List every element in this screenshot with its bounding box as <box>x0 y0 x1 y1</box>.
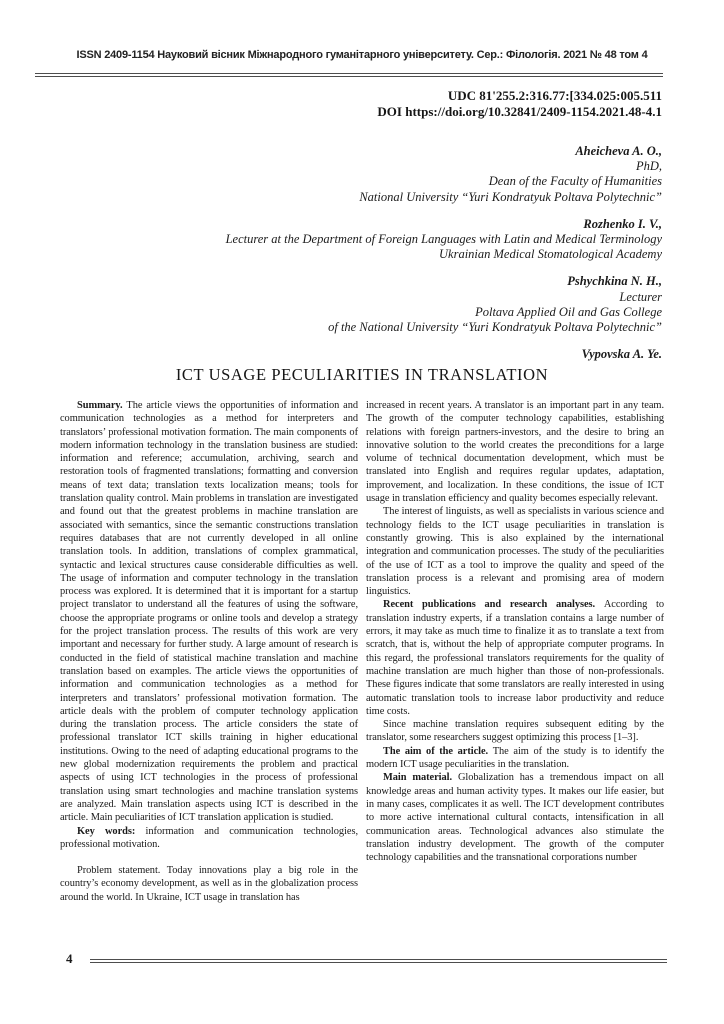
paragraph-lead: Main material. <box>383 772 458 784</box>
article-meta <box>377 88 662 120</box>
author-affiliation-line: Lecturer <box>619 289 662 304</box>
author-affiliation-line: PhD, <box>635 159 662 174</box>
author-name: Pshychkina N. H., <box>567 274 662 289</box>
author-affiliation-line: Lecturer at the Department of Foreign Languages with Latin and Medical Terminology <box>225 232 662 247</box>
text-column-right <box>366 399 664 947</box>
author-block <box>226 144 662 205</box>
author-affiliation-line: of the National University “Yuri Kondratyuk Poltava Polytechnic” <box>328 320 662 335</box>
author-affiliation-line: Dean of the Faculty of Humanities <box>488 174 662 189</box>
author-affiliation-line: National University “Yuri Kondratyuk Poltava Polytechnic” <box>359 189 662 204</box>
authors-section <box>226 144 662 374</box>
doi-line: DOI https://doi.org/10.32841/2409-1154.2021.48-4.1 <box>377 104 662 119</box>
paragraph: The interest of linguists, as well as specialists in various science and technology fields to the ICT usage peculiarities in translation is constantly growing. This is also explained by the international integration and communication processes. The study of the peculiarities of the use of ICT as a tool to improve the quality and speed of the translation process is a relevant and promising area of modern linguistics. <box>366 506 664 598</box>
author-name: Vypovska A. Ye. <box>581 347 662 362</box>
author-affiliation-line: Poltava Applied Oil and Gas College <box>475 304 662 319</box>
text-column-left <box>60 399 358 947</box>
author-block <box>226 274 662 335</box>
paragraph-lead: The aim of the article. <box>383 745 493 757</box>
paragraph-lead: Summary. <box>77 400 127 411</box>
paragraph: Key words: information and communication technologies, professional motivation. <box>60 825 358 850</box>
paragraph: Problem statement. Today innovations play a big role in the country’s economy development, as well as in the globalization process around the world. In Ukraine, ICT usage in translation has <box>60 865 358 903</box>
header-rule <box>35 73 663 77</box>
paragraph: increased in recent years. A translator is an important part in any team. The growth of the computer technology capabilities, establishing relations with foreign partners-investors, and the desire to bring an innovative solution to the world creates the preconditions for a large volume of technical documentation development, which must be translated into English and requires regular updates, adaptation, improvement, and localization. In these conditions, the issue of ICT usage in translation efficiency and quality becomes especially relevant. <box>366 400 664 505</box>
article-title: ICT USAGE PECULIARITIES IN TRANSLATION <box>175 365 549 384</box>
paragraph-lead: Recent publications and research analyses. <box>383 599 604 611</box>
paragraph: Since machine translation requires subsequent editing by the translator, some researchers suggest optimizing this process [1–3]. <box>366 719 664 744</box>
author-name: Rozhenko I. V., <box>583 216 662 231</box>
paragraph: The aim of the article. The aim of the study is to identify the modern ICT usage peculiarities in the translation. <box>366 745 664 771</box>
paragraph-lead: Key words: <box>77 825 146 837</box>
article-body <box>60 399 664 947</box>
author-affiliation-line: Ukrainian Medical Stomatological Academy <box>439 247 662 262</box>
paragraph: Recent publications and research analyses. According to translation industry experts, if a translation contains a large number of errors, it may take as much time to finalize it as to translate a text from scratch, that is, without the help of appropriate computer programs. In this regard, the professional translators requirements for the quality of machine translation are much higher than those of non-professionals. These figures indicate that some translators are really interested in using automatic translation tools to increase labor productivity and reduce time costs. <box>366 599 664 717</box>
running-head: ISSN 2409-1154 Науковий вісник Міжнародного гуманітарного університету. Сер.: Філологія. 2021 № 48 том 4 <box>76 49 648 61</box>
author-name: Aheicheva A. O., <box>575 144 662 158</box>
footer-rule <box>90 959 667 963</box>
paragraph: Summary. The article views the opportunities of information and communication technologies as a method for interpreters and translators’ professional motivation formation. The main components of modern information technology in the translation business are studied: information and reference; accumulation, archiving, search and restoration tools of fragmented translations; formatting and conversion means of text data; translation texts localization means; tools for translation quality control. Main problems in translation are investigated and found out that the greatest problems in machine translation are associated with semantics, since the semantic constructions translation requires databases that are not currently developed in all online translation tools. In addition, translations of complex grammatical, syntactic and lexical structures cause considerable difficulties as well. The usage of information and computer technology in the translation process was explored. It is determined that it is important for a startup project translator to understand all the features of using the software, choose the appropriate programs or online tools and develop a strategy for the project translation process. The results of this work are very important and necessary for further study. A large amount of research is conducted in the field of statistical machine translation and machine translation based on examples. The article views the opportunities of information and communication technologies as a method for interpreters and translators’ professional motivation formation. The article deals with the problem of computer technology application during the translation process. The article considers the state of professional translator ICT skills training in higher educational institutions. Owing to the need of adapting educational programs to the new global modernization requirements the problem and practical aspects of using ICT technologies in the process of professional translation using smart technologies and machine translation systems are analyzed. Main translation aspects using ICT is described in the article. Main peculiarities of ICT translation application is studied. <box>60 400 358 824</box>
udc-line: UDC 81'255.2:316.77:[334.025:005.511 <box>447 88 662 103</box>
author-block <box>226 347 662 362</box>
page-number: 4 <box>66 951 73 966</box>
author-block <box>226 217 662 263</box>
paragraph: Main material. Globalization has a tremendous impact on all knowledge areas and human activity types. It makes our life easier, but in many cases, complicates it as well. The ICT development contributes to more active international cultural contacts, intensification in all communication areas. Technological advances also stimulate the translation industry development. The growth of the computer technology capabilities and the transnational corporations number <box>366 772 664 864</box>
